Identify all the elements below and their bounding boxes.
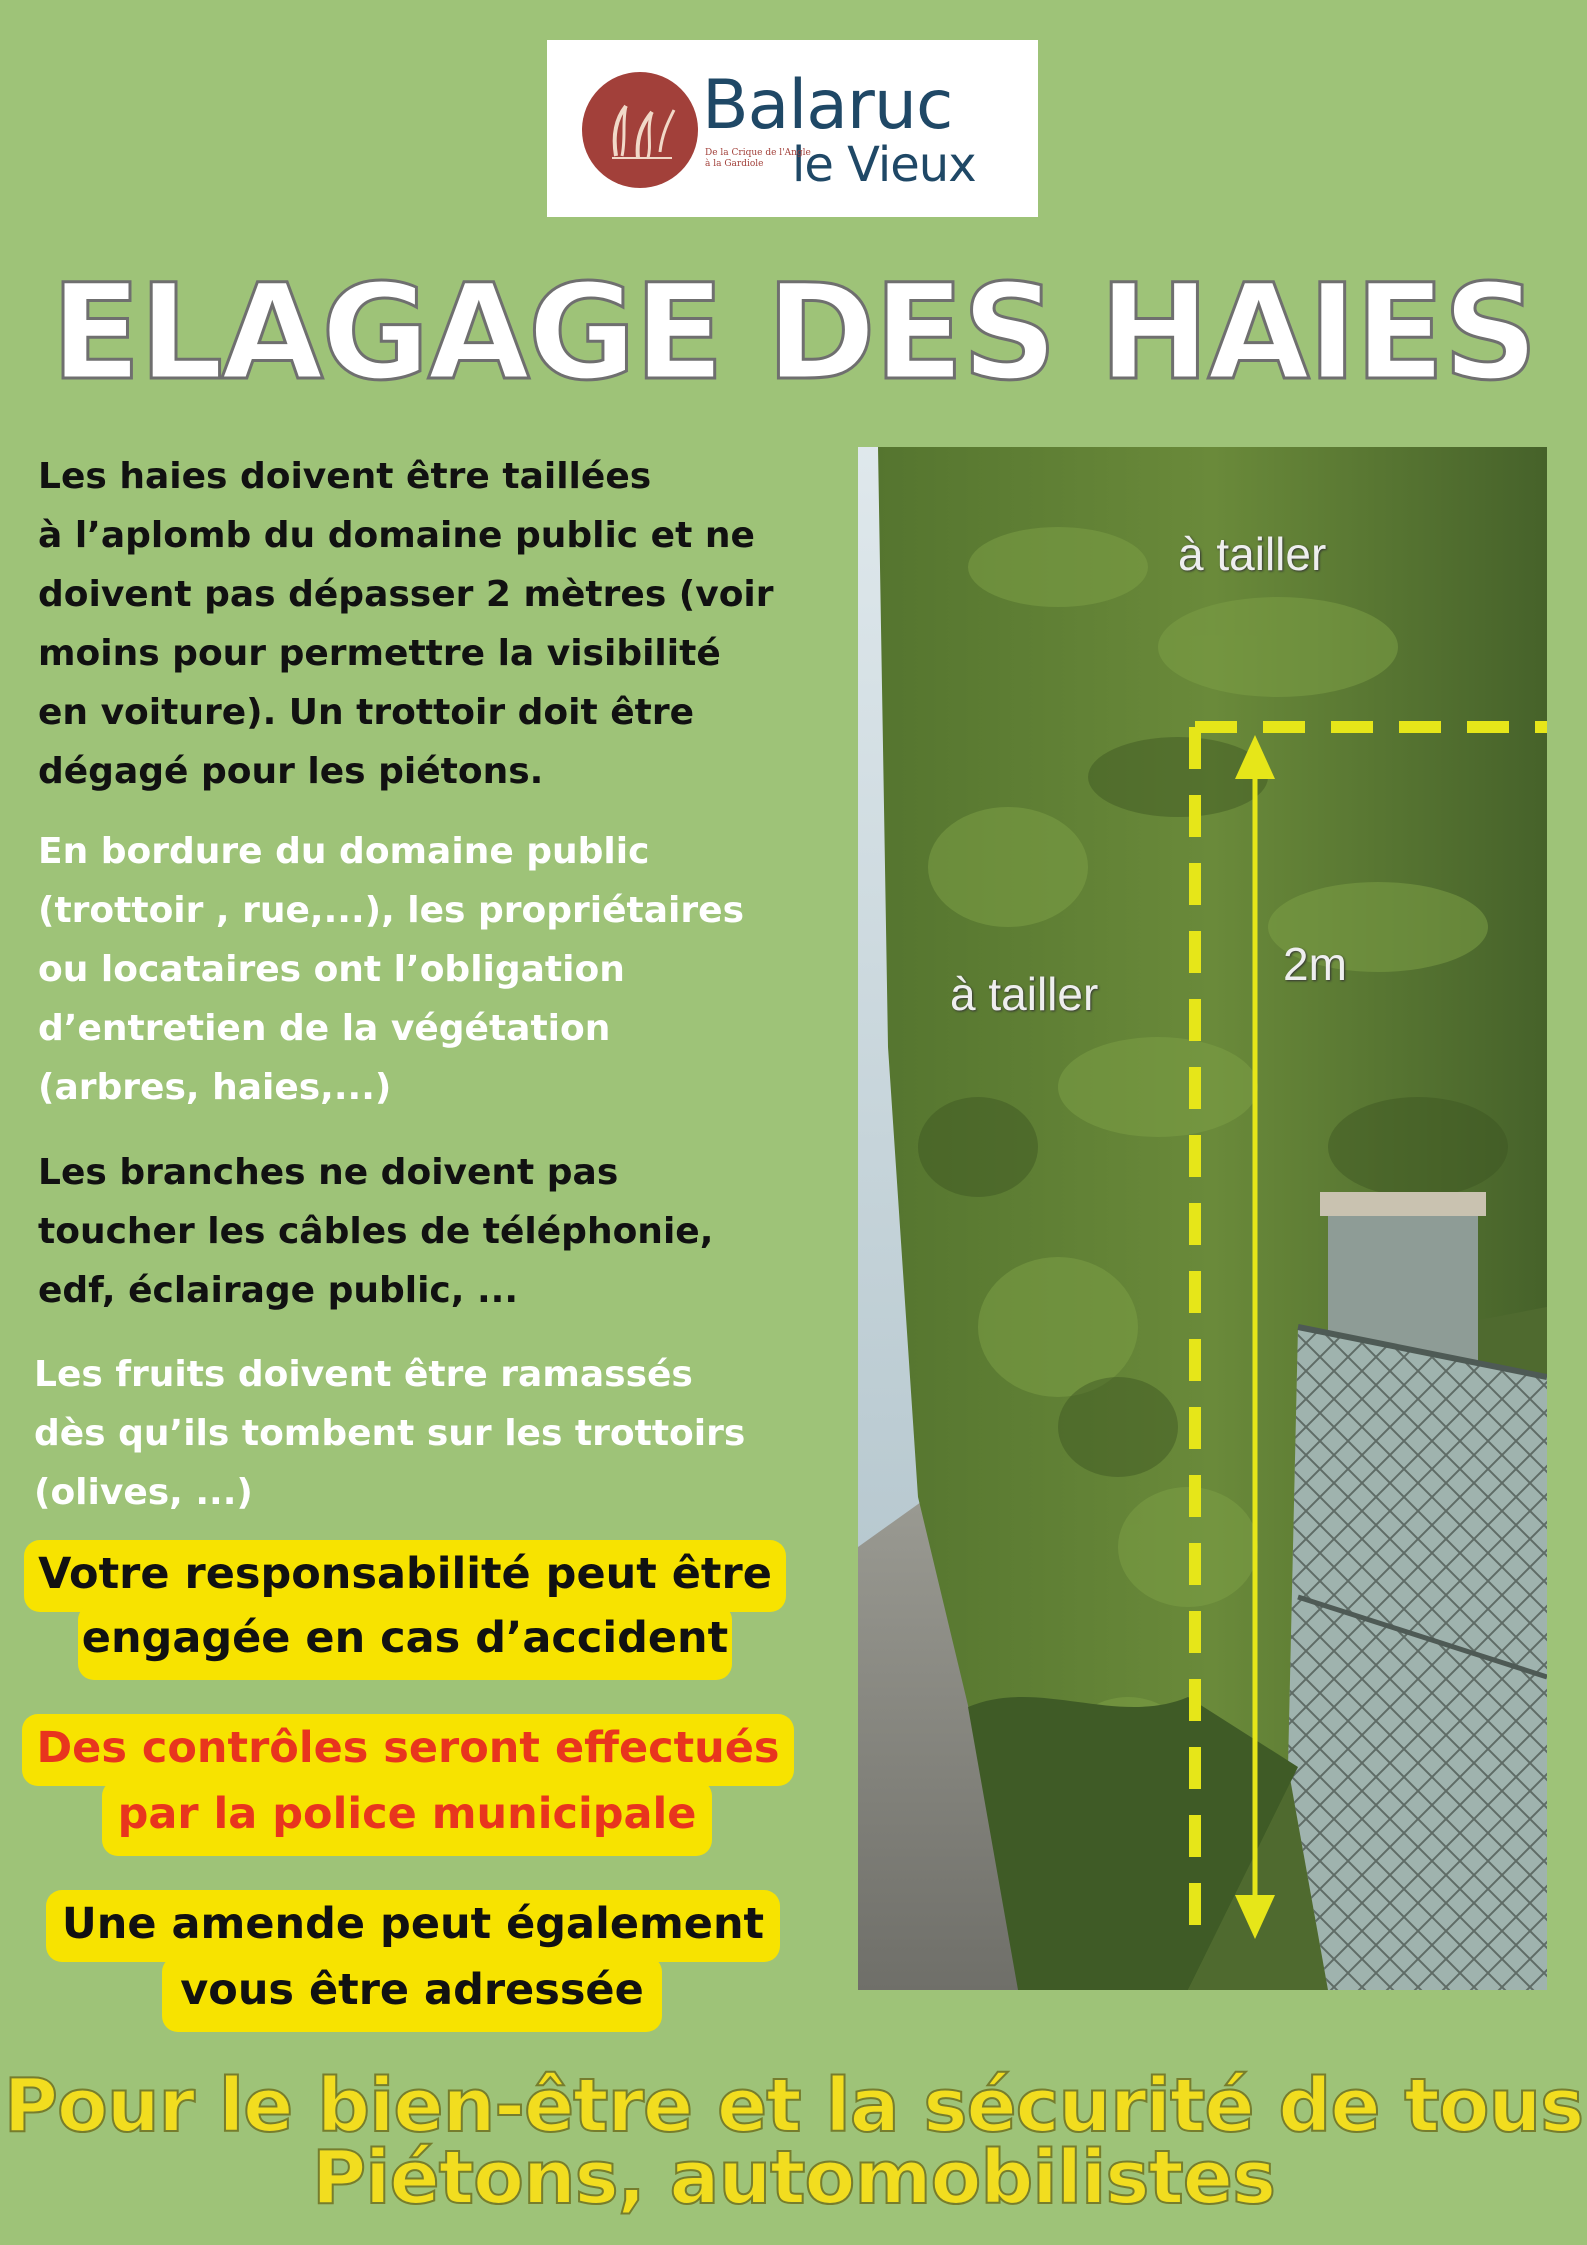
label-trim-left: à tailler <box>950 968 1099 1020</box>
box-controls-line1 <box>22 1714 794 1786</box>
paragraph-hedge-rules: Les haies doivent être taillées à l’aplomb du domaine public et ne doivent pas dépasser 2 mètres (voir moins pour permettre la visibilité en voiture). Un trottoir doit être dégagé pour les piétons. <box>38 456 774 792</box>
hedge-photo <box>858 447 1547 1990</box>
leaf-emblem-icon <box>582 72 698 188</box>
logo-tagline: De la Crique de l'Angle à la Gardiole <box>705 148 811 169</box>
box-responsibility-line1 <box>24 1540 786 1612</box>
footer-line1: Pour le bien-être et la sécurité de tous <box>3 2063 1584 2149</box>
box-controls-text1: Des contrôles seront effectués <box>36 1723 780 1773</box>
hedge-illustration <box>858 447 1547 1990</box>
paragraph-fruits: Les fruits doivent être ramassés dès qu’ils tombent sur les trottoirs (olives, ...) <box>34 1354 746 1513</box>
box-responsibility-text2: engagée en cas d’accident <box>81 1613 729 1663</box>
logo-line2: le Vieux <box>792 137 976 193</box>
paragraph-branches-cables: Les branches ne doivent pas toucher les câbles de téléphonie, edf, éclairage public, ... <box>38 1152 714 1311</box>
box-responsibility-text1: Votre responsabilité peut être <box>38 1549 772 1599</box>
box-fine-text1: Une amende peut également <box>61 1899 765 1949</box>
footer-line2: Piétons, automobilistes <box>311 2135 1276 2221</box>
box-fine-text2: vous être adressée <box>180 1965 644 2015</box>
box-controls-line2 <box>102 1780 712 1856</box>
page-title: ELAGAGE DES HAIES <box>50 256 1537 410</box>
box-controls-text2: par la police municipale <box>117 1789 697 1839</box>
paragraph-owner-obligation: En bordure du domaine public (trottoir , rue,...), les propriétaires ou locataires ont l’obligation d’entretien de la végétation (arbres, haies,...) <box>38 831 744 1108</box>
logo <box>547 40 1038 217</box>
label-trim-top: à tailler <box>1178 528 1327 580</box>
logo-line1: Balaruc <box>702 66 953 145</box>
box-fine-line1 <box>46 1890 780 1962</box>
box-fine-line2 <box>162 1956 662 2032</box>
box-responsibility-line2 <box>78 1604 732 1680</box>
label-height-2m: 2m <box>1283 938 1347 990</box>
